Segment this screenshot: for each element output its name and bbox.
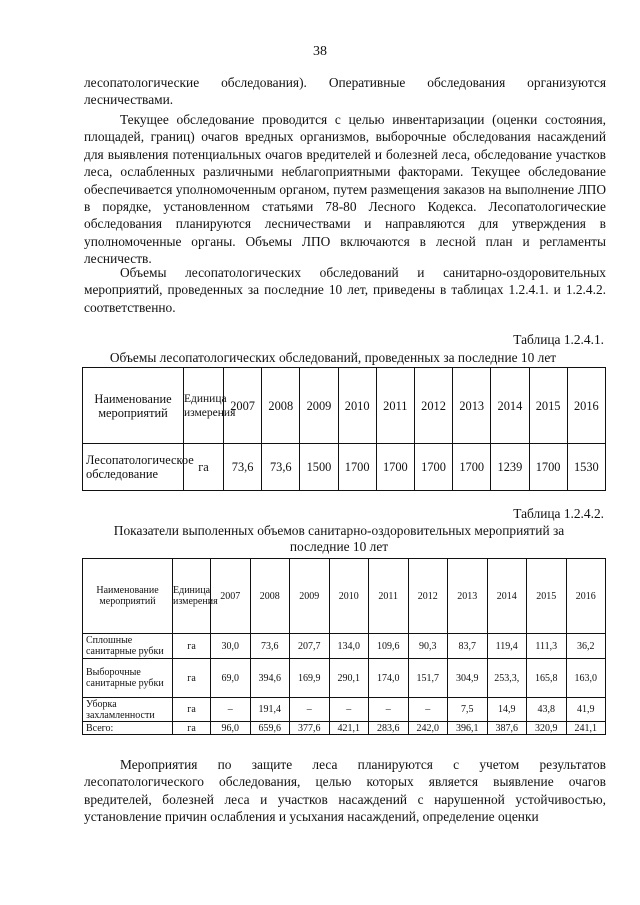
table1-cell: 1700 — [453, 444, 491, 491]
table2-year: 2007 — [211, 559, 251, 634]
table2-label: Таблица 1.2.4.2. — [513, 506, 604, 521]
table2-header-name: Наименование мероприятий — [83, 559, 173, 634]
table1-year: 2014 — [491, 368, 529, 444]
table2-cell: – — [329, 698, 369, 722]
table2-cell: 96,0 — [211, 722, 251, 735]
table1-header-name: Наименование мероприятий — [83, 368, 184, 444]
table2-cell: – — [290, 698, 330, 722]
table-row — [83, 634, 606, 659]
table2-year: 2010 — [329, 559, 369, 634]
paragraph-1: лесопатологические обследования). Оперативные обследования организуются лесничествами. — [84, 75, 606, 108]
table2-row-unit: га — [173, 634, 211, 659]
table2-cell: 241,1 — [566, 722, 606, 735]
table2-cell: 119,4 — [487, 634, 527, 659]
table1-row-unit: га — [184, 444, 224, 491]
table1-cell: 73,6 — [262, 444, 300, 491]
table2-cell: 421,1 — [329, 722, 369, 735]
table1-cell: 1700 — [529, 444, 567, 491]
table2-cell: 163,0 — [566, 659, 606, 698]
page-number: 38 — [313, 44, 327, 59]
table2-cell: 151,7 — [408, 659, 448, 698]
table1-cell: 1530 — [567, 444, 605, 491]
table1-title: Объемы лесопатологических обследований, проведенных за последние 10 лет — [109, 350, 557, 365]
table1-header-row — [83, 368, 606, 444]
table2-cell: 377,6 — [290, 722, 330, 735]
table2-cell: 659,6 — [250, 722, 290, 735]
table1-year: 2012 — [414, 368, 452, 444]
table-sanitary-measures — [82, 558, 606, 735]
paragraph-4: Мероприятия по защите леса планируются с учетом результатов лесопатологического обследования, целью которых является выявление очагов вредителей, болезней леса и участков насаждений с нарушенной устойчивостью, установление причин ослабления и усыхания насаждений, определение оценки — [84, 757, 606, 825]
table2-row-name: Уборка захламленности — [83, 698, 173, 722]
table2-cell: 242,0 — [408, 722, 448, 735]
table2-year: 2012 — [408, 559, 448, 634]
table2-cell: 207,7 — [290, 634, 330, 659]
table2-cell: 304,9 — [448, 659, 488, 698]
table1-cell: 1700 — [338, 444, 376, 491]
table1-row-name: Лесопатологическое обследование — [83, 444, 184, 491]
table1-cell: 1700 — [376, 444, 414, 491]
table1-cell: 1500 — [300, 444, 338, 491]
table1-year: 2009 — [300, 368, 338, 444]
table2-cell: 191,4 — [250, 698, 290, 722]
table2-cell: 283,6 — [369, 722, 409, 735]
table1-year: 2008 — [262, 368, 300, 444]
table2-cell: 36,2 — [566, 634, 606, 659]
table2-cell: 109,6 — [369, 634, 409, 659]
table1-header-unit: Единица измерения — [184, 368, 224, 444]
table2-year: 2014 — [487, 559, 527, 634]
table2-cell: 7,5 — [448, 698, 488, 722]
table2-row-name: Всего: — [83, 722, 173, 735]
table2-row-name: Сплошные санитарные рубки — [83, 634, 173, 659]
table2-cell: 41,9 — [566, 698, 606, 722]
table2-cell: – — [211, 698, 251, 722]
paragraph-2: Текущее обследование проводится с целью инвентаризации (оценки состояния, площадей, границ) очагов вредных организмов, выборочные обследования насаждений для выявления потенциальных очагов вредителей и болезней леса, обследование участков леса, ослабленных различными неблагоприятными факторами. Текущее обследование обеспечивается уполномоченным органом, путем размещения заказов на выполнение ЛПО в порядке, установленном статьями 78-80 Лесного Кодекса. Лесопатологические обследования планируются лесничествами и направляются для утверждения в уполномоченные органы. Объемы ЛПО включаются в лесной план и регламенты лесничеств. — [84, 112, 606, 267]
table2-cell: 111,3 — [527, 634, 567, 659]
table-row — [83, 698, 606, 722]
table2-row-name: Выборочные санитарные рубки — [83, 659, 173, 698]
table1-year: 2011 — [376, 368, 414, 444]
table2-row-unit: га — [173, 698, 211, 722]
table2-year: 2013 — [448, 559, 488, 634]
table2-cell: 134,0 — [329, 634, 369, 659]
table-row — [83, 722, 606, 735]
table2-cell: 387,6 — [487, 722, 527, 735]
table2-cell: 174,0 — [369, 659, 409, 698]
table2-cell: 165,8 — [527, 659, 567, 698]
table2-year: 2011 — [369, 559, 409, 634]
table-row — [83, 444, 606, 491]
table2-title: Показатели выполенных объемов санитарно-оздоровительных мероприятий за последние 10 лет — [113, 523, 565, 554]
table-survey-volumes — [82, 367, 606, 491]
table2-row-unit: га — [173, 722, 211, 735]
table2-cell: 73,6 — [250, 634, 290, 659]
table2-cell: 69,0 — [211, 659, 251, 698]
table2-cell: 253,3, — [487, 659, 527, 698]
table1-label: Таблица 1.2.4.1. — [513, 332, 604, 347]
table2-row-unit: га — [173, 659, 211, 698]
table1-year: 2015 — [529, 368, 567, 444]
table2-year: 2008 — [250, 559, 290, 634]
table2-cell: 43,8 — [527, 698, 567, 722]
table2-year: 2015 — [527, 559, 567, 634]
table1-year: 2016 — [567, 368, 605, 444]
table1-cell: 1239 — [491, 444, 529, 491]
table-row — [83, 659, 606, 698]
table2-cell: – — [369, 698, 409, 722]
table2-year: 2016 — [566, 559, 606, 634]
table2-cell: 83,7 — [448, 634, 488, 659]
table1-cell: 1700 — [414, 444, 452, 491]
table1-cell: 73,6 — [224, 444, 262, 491]
table2-cell: 290,1 — [329, 659, 369, 698]
paragraph-3: Объемы лесопатологических обследований и санитарно-оздоровительных мероприятий, проведенных за последние 10 лет, приведены в таблицах 1.2.4.1. и 1.2.4.2. соответственно. — [84, 265, 606, 315]
table2-cell: 320,9 — [527, 722, 567, 735]
table1-year: 2010 — [338, 368, 376, 444]
table2-cell: 14,9 — [487, 698, 527, 722]
table2-header-unit: Единица измерения — [173, 559, 211, 634]
table2-cell: 30,0 — [211, 634, 251, 659]
table2-cell: – — [408, 698, 448, 722]
table2-cell: 90,3 — [408, 634, 448, 659]
table1-year: 2007 — [224, 368, 262, 444]
table2-header-row — [83, 559, 606, 634]
table1-year: 2013 — [453, 368, 491, 444]
table2-cell: 394,6 — [250, 659, 290, 698]
table2-cell: 169,9 — [290, 659, 330, 698]
table2-year: 2009 — [290, 559, 330, 634]
table2-cell: 396,1 — [448, 722, 488, 735]
